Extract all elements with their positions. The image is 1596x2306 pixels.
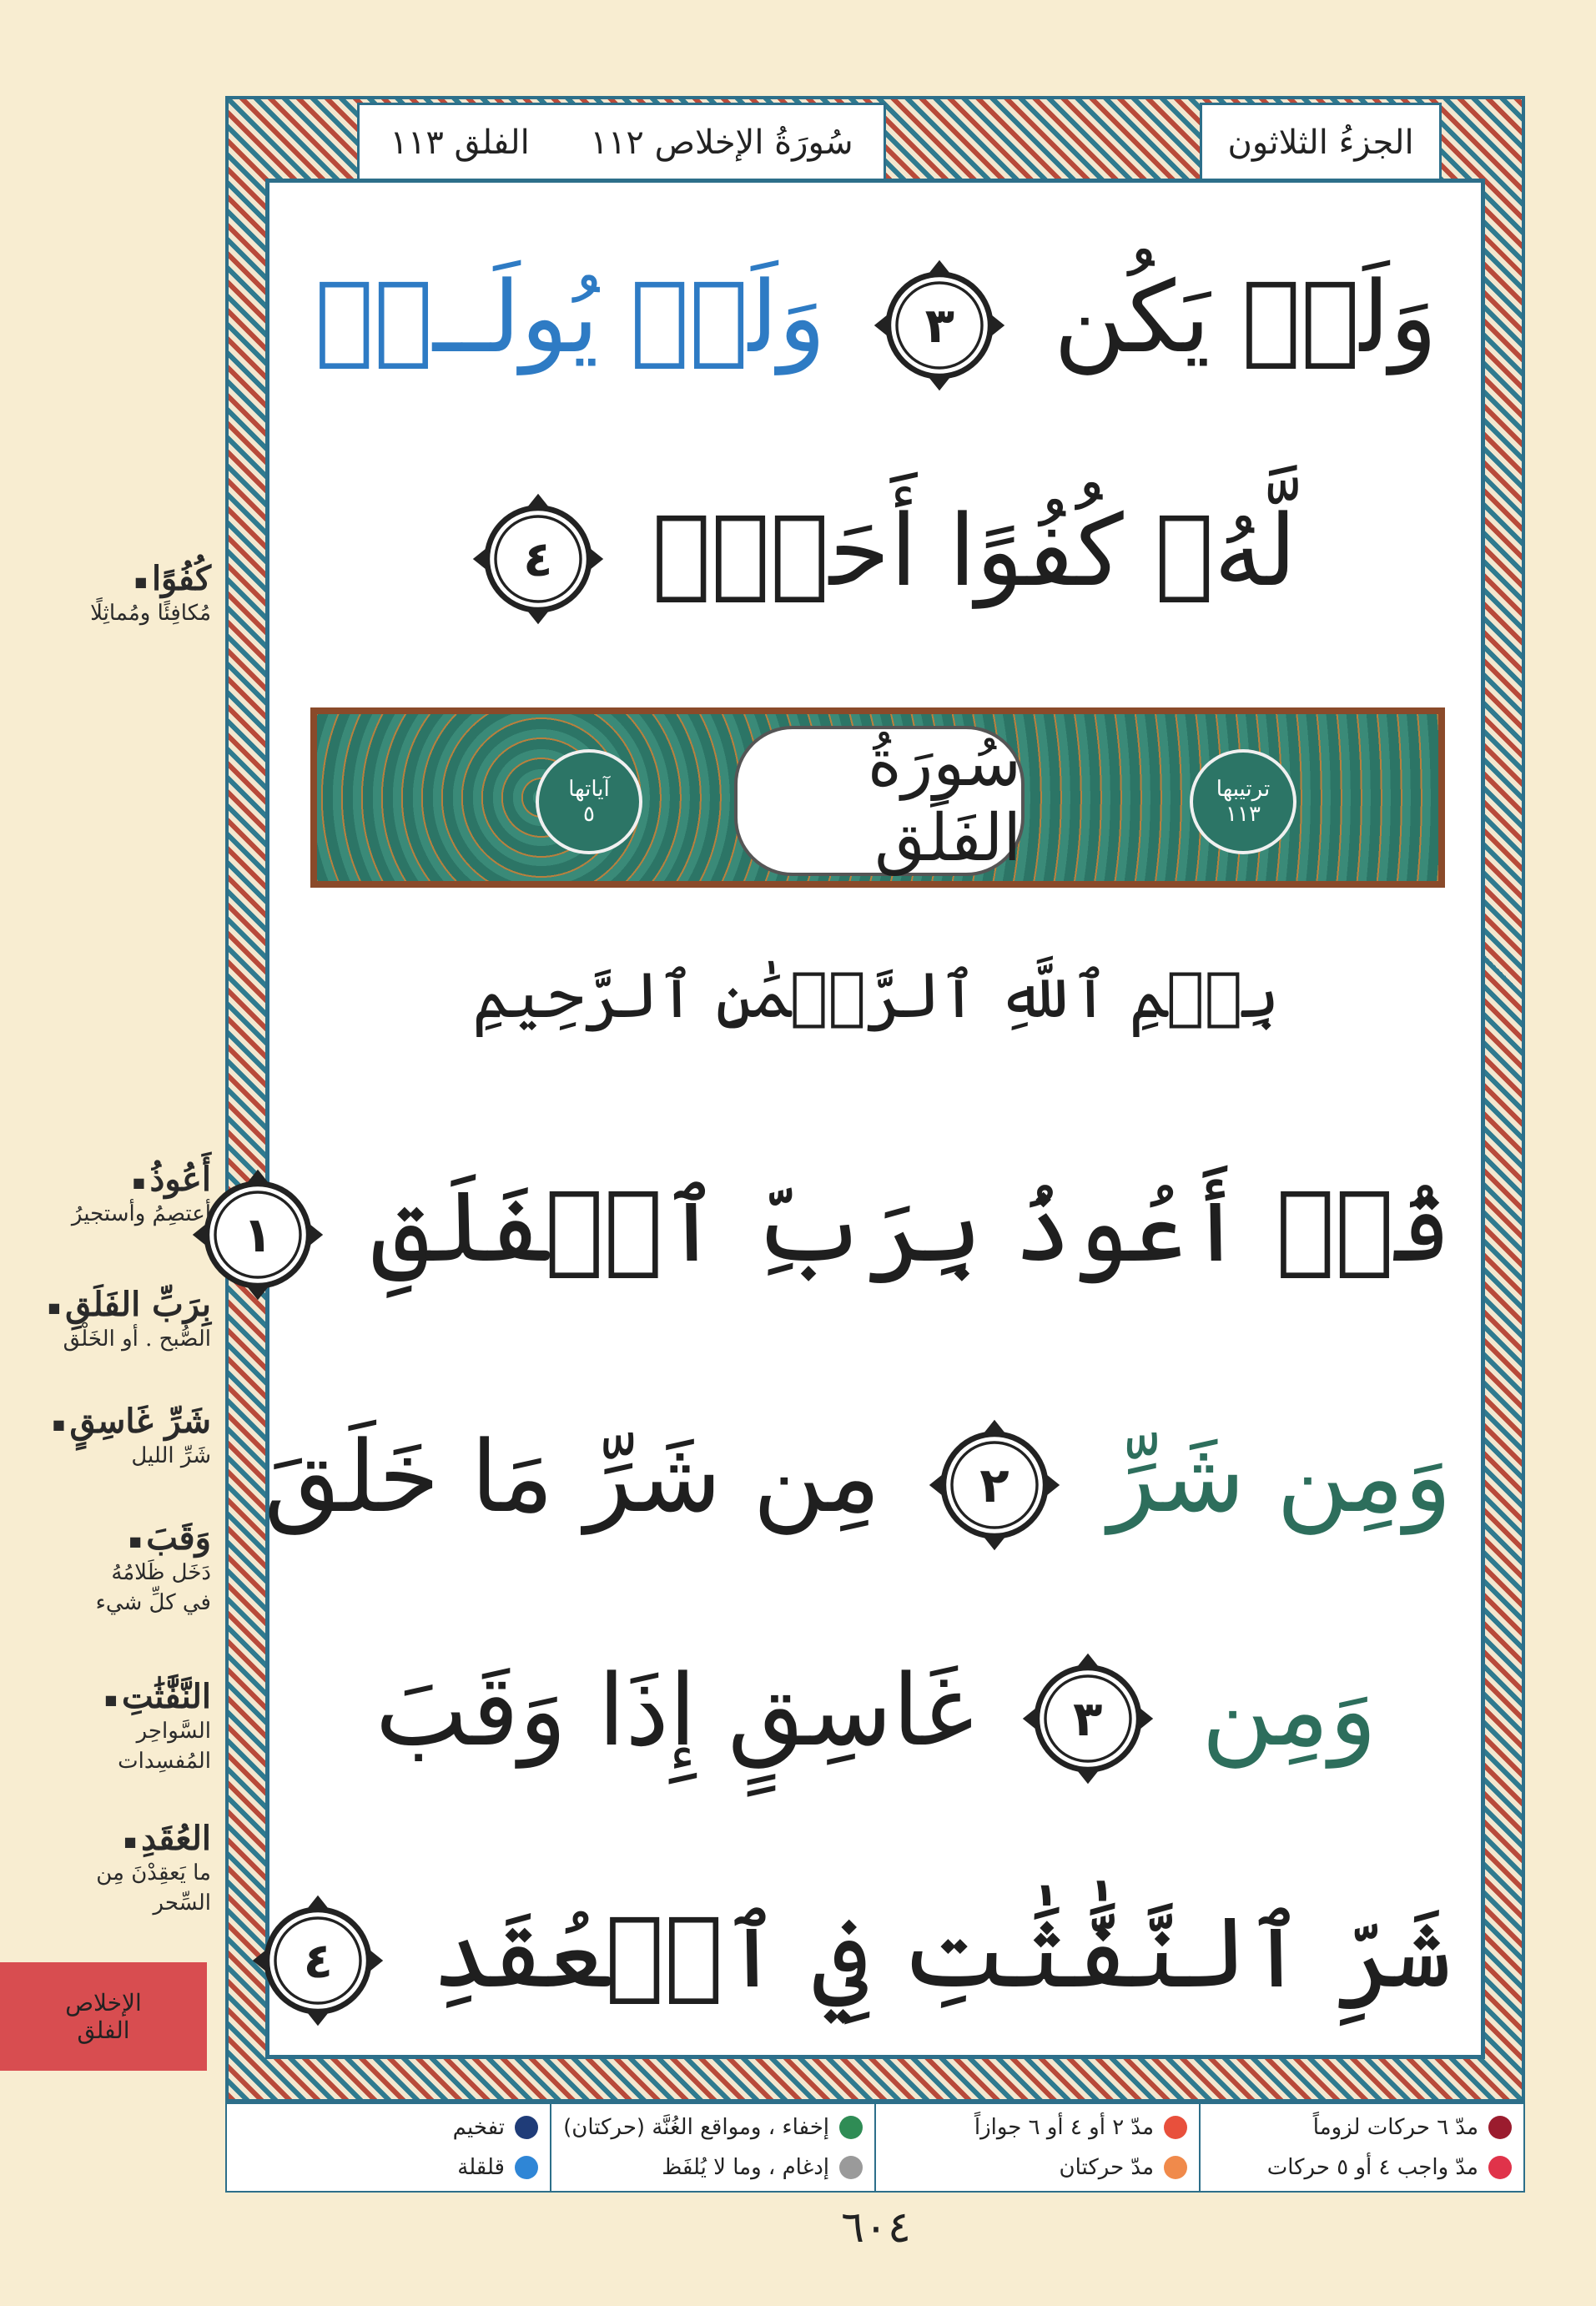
verse-text: شَرِّ ٱلنَّفَّٰثَٰتِ فِي ٱلۡعُقَدِ	[431, 1895, 1452, 2010]
glossary-entry	[11, 1677, 211, 1776]
legend-item	[563, 2115, 863, 2140]
sura-112-label: سُورَةُ الإخلاص ١١٢	[590, 123, 853, 162]
glossary-definition: في كلِّ شيء	[95, 1590, 211, 1615]
color-dot-icon	[1488, 2116, 1512, 2139]
ayah-number: ٤	[303, 1932, 334, 1990]
legend-item	[888, 2155, 1187, 2180]
color-dot-icon	[1164, 2156, 1187, 2179]
sura-title-text: سُورَةُ الفَلَق	[867, 726, 1021, 876]
verse-text: لَّهُۥ كُفُوًا أَحَدُۢ	[652, 493, 1297, 608]
ayah-marker	[247, 1890, 389, 2032]
ayah-number: ٣	[1072, 1690, 1103, 1748]
ayah-number: ٢	[979, 1457, 1009, 1514]
juz-header	[1200, 103, 1442, 179]
ayah-marker	[868, 254, 1010, 396]
legend-item	[239, 2115, 538, 2140]
verse-line	[300, 484, 1452, 617]
verse-line	[300, 250, 1452, 384]
sura-tab-badge	[0, 1962, 207, 2071]
sura-113-label: الفلق ١١٣	[390, 123, 530, 162]
legend-label: قلقلة	[457, 2155, 505, 2180]
verse-line	[300, 1644, 1452, 1777]
color-dot-icon	[1164, 2116, 1187, 2139]
glossary-entry	[11, 559, 211, 628]
juz-label: الجزءُ الثلاثون	[1227, 123, 1414, 162]
legend-item	[1212, 2115, 1512, 2140]
tajweed-legend	[225, 2102, 1525, 2193]
glossary-definition: السِّحر	[153, 1891, 211, 1916]
legend-column	[550, 2104, 874, 2191]
glossary-definition: مُكافِئًا ومُماثِلًا	[90, 601, 211, 626]
sura-verse-count-medallion	[536, 749, 642, 854]
ayah-number: ١	[243, 1206, 273, 1264]
verse-text: وَلَمۡ يُولَــدۡ	[315, 259, 826, 375]
verse-line	[264, 1410, 1452, 1543]
verse-text: وَمِن شَرِّ	[1108, 1419, 1452, 1534]
verse-text: وَمِن	[1201, 1653, 1377, 1768]
glossary-word: وَقَبَ ■	[11, 1518, 211, 1558]
glossary-word: شَرِّ غَاسِقٍ ■	[11, 1402, 211, 1441]
legend-label: مدّ ٢ أو ٤ أو ٦ جوازاً	[974, 2115, 1154, 2140]
legend-label: تفخيم	[452, 2115, 505, 2140]
count-label: آياتها	[568, 777, 610, 802]
glossary-entry	[11, 1160, 211, 1229]
count-value: ٥	[583, 802, 595, 827]
verse-line	[300, 1886, 1452, 2019]
ayah-marker	[467, 488, 609, 630]
sura-title	[734, 726, 1025, 876]
glossary-definition: السَّواحِر	[136, 1719, 211, 1744]
order-value: ١١٣	[1226, 802, 1261, 827]
color-dot-icon	[515, 2116, 538, 2139]
legend-column	[227, 2104, 550, 2191]
glossary-word: أَعُوذُ ■	[11, 1160, 211, 1199]
legend-item	[239, 2155, 538, 2180]
verse-line	[243, 1160, 1452, 1293]
legend-label: إدغام ، وما لا يُلفَظ	[662, 2155, 829, 2180]
glossary-word: النَّفَّٰثَٰتِ ■	[11, 1677, 211, 1716]
legend-item	[563, 2155, 863, 2180]
legend-label: إخفاء ، ومواقع الغُنَّة (حركتان)	[563, 2115, 829, 2140]
glossary-definition: الصُّبح . أو الخَلْق	[63, 1327, 211, 1352]
glossary-entry	[11, 1285, 211, 1354]
color-dot-icon	[839, 2116, 863, 2139]
badge-line-2: الفلق	[77, 2016, 130, 2044]
badge-line-1: الإخلاص	[65, 1989, 142, 2016]
color-dot-icon	[1488, 2156, 1512, 2179]
ayah-marker	[1017, 1648, 1159, 1790]
glossary-word: كُفُوًا ■	[11, 559, 211, 598]
legend-item	[888, 2115, 1187, 2140]
legend-column	[874, 2104, 1199, 2191]
glossary-word: بِرَبِّ الفَلَقِ ■	[11, 1285, 211, 1324]
glossary-definition: المُفسِدات	[118, 1749, 211, 1774]
basmala: بِسۡمِ ٱللَّهِ ٱلرَّحۡمَٰنِ ٱلرَّحِيمِ	[472, 958, 1280, 1032]
legend-column	[1199, 2104, 1523, 2191]
glossary-entry	[11, 1518, 211, 1618]
glossary-definition: شَرِّ الليل	[131, 1443, 211, 1468]
glossary-definition: ما يَعقِدْنَ مِن	[96, 1860, 211, 1886]
verse-text: مِن شَرِّ مَا خَلَقَ	[264, 1419, 881, 1534]
legend-label: مدّ حركتان	[1059, 2155, 1154, 2180]
ayah-marker	[924, 1414, 1065, 1556]
glossary-definition: أعتصِمُ وأستجيرُ	[71, 1201, 211, 1226]
legend-label: مدّ واجب ٤ أو ٥ حركات	[1266, 2155, 1478, 2180]
sura-order-medallion	[1190, 749, 1296, 854]
sura-header	[357, 103, 886, 179]
glossary-definition: دَخَل ظَلامُهُ	[111, 1560, 211, 1585]
color-dot-icon	[515, 2156, 538, 2179]
color-dot-icon	[839, 2156, 863, 2179]
legend-item	[1212, 2155, 1512, 2180]
verse-text: قُلۡ أَعُوذُ بِرَبِّ ٱلۡفَلَقِ	[371, 1169, 1452, 1284]
legend-label: مدّ ٦ حركات لزوماً	[1312, 2115, 1478, 2140]
glossary-word: العُقَدِ ■	[11, 1819, 211, 1858]
glossary-entry	[11, 1819, 211, 1918]
ayah-number: ٤	[523, 531, 553, 588]
verse-text: غَاسِقٍ إِذَا وَقَبَ	[375, 1653, 974, 1768]
verse-text: وَلَمۡ يَكُن	[1053, 259, 1437, 375]
order-label: ترتيبها	[1216, 777, 1271, 802]
page-number: ٦٠٤	[841, 2203, 911, 2253]
ayah-number: ٣	[924, 297, 955, 355]
glossary-entry	[11, 1402, 211, 1471]
